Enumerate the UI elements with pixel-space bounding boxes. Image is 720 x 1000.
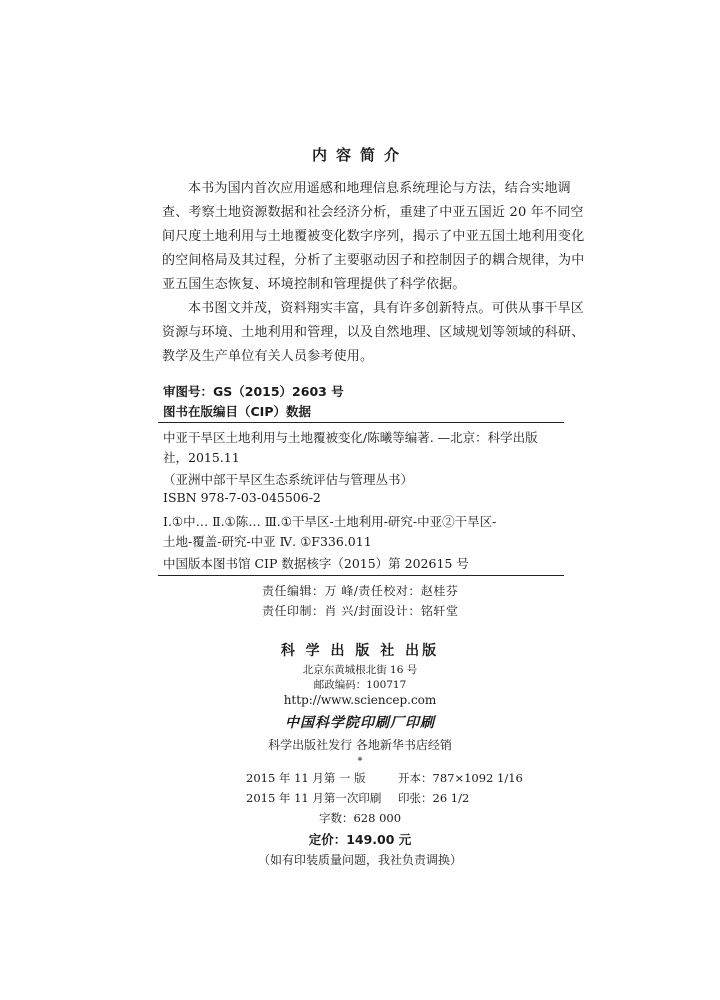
printer-name: 中国科学院印刷厂印刷 [285, 715, 435, 731]
sheets-line: 印张：26 1/2 [398, 791, 470, 805]
credit-line: 责任编辑：万 峰/责任校对：赵桂芬 [262, 584, 459, 598]
intro-line: 间尺度土地利用与土地覆被变化数字序列，揭示了中亚五国土地利用变化 [162, 229, 585, 244]
separator-asterisk: * [357, 756, 363, 767]
cip-line: ISBN 978-7-03-045506-2 [163, 490, 321, 505]
intro-line: 的空间格局及其过程，分析了主要驱动因子和控制因子的耦合规律，为中 [162, 253, 585, 268]
cip-line: 社，2015.11 [163, 450, 240, 465]
intro-line: 查、考察土地资源数据和社会经济分析，重建了中亚五国近 20 年不同空 [162, 205, 584, 220]
printing-line: 2015 年 11 月第一次印刷 [246, 791, 382, 805]
distribution-line: 科学出版社发行 各地新华书店经销 [268, 738, 452, 752]
review-number: 审图号：GS（2015）2603 号 [163, 384, 344, 399]
page-title: 内容简介 [311, 146, 408, 164]
cip-divider-top [158, 422, 564, 423]
intro-line: 资源与环境、土地利用和管理，以及自然地理、区域规划等领域的科研、 [162, 325, 585, 340]
quality-note: （如有印装质量问题，我社负责调换） [257, 853, 462, 867]
intro-line: 亚五国生态恢复、环境控制和管理提供了科学依据。 [162, 277, 466, 292]
cip-heading: 图书在版编目（CIP）数据 [163, 404, 311, 419]
cip-divider-bottom [158, 575, 564, 576]
credit-line: 责任印制：肖 兴/封面设计：铭轩堂 [262, 604, 459, 618]
word-count: 字数：628 000 [318, 811, 402, 825]
cip-line: （亚洲中部干旱区生态系统评估与管理丛书） [163, 472, 414, 487]
publisher-address: 北京东黄城根北街 16 号 [302, 664, 418, 676]
intro-line: 本书为国内首次应用遥感和地理信息系统理论与方法，结合实地调 [188, 181, 571, 196]
cip-number: 中国版本图书馆 CIP 数据核字（2015）第 202615 号 [163, 556, 469, 571]
publisher-postcode: 邮政编码：100717 [313, 679, 407, 691]
cip-line: Ⅰ.①中… Ⅱ.①陈… Ⅲ.①干旱区-土地利用-研究-中亚②干旱区- [163, 514, 497, 529]
edition-line: 2015 年 11 月第 一 版 [246, 771, 366, 785]
price: 定价：149.00 元 [308, 832, 412, 847]
cip-line: 土地-覆盖-研究-中亚 Ⅳ. ①F336.011 [163, 534, 372, 549]
cip-line: 中亚干旱区土地利用与土地覆被变化/陈曦等编著. —北京：科学出版 [163, 430, 538, 445]
format-line: 开本：787×1092 1/16 [398, 771, 523, 785]
publisher-name: 科 学 出 版 社 出版 [280, 643, 440, 659]
publisher-website: http://www.sciencep.com [283, 693, 437, 707]
intro-line: 本书图文并茂，资料翔实丰富，具有许多创新特点。可供从事干旱区 [188, 301, 585, 316]
intro-line: 教学及生产单位有关人员参考使用。 [162, 349, 374, 364]
